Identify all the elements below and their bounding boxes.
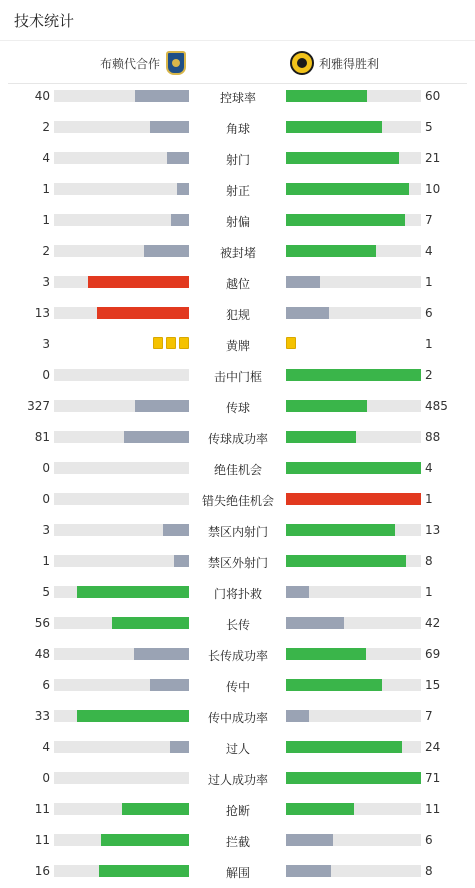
away-stat-bar-fill	[286, 710, 309, 722]
home-stat-bar-fill	[77, 586, 189, 598]
away-stat-bar	[286, 648, 421, 660]
away-stat-bar-fill	[286, 276, 320, 288]
away-stat-bar	[286, 152, 421, 164]
home-stat-bar	[54, 307, 189, 319]
home-stat-bar	[54, 121, 189, 133]
away-stat-bar-fill	[286, 369, 421, 381]
stat-label: 被封堵	[219, 246, 256, 260]
stat-row	[0, 329, 475, 360]
home-stat-value: 0	[42, 771, 50, 785]
stat-row	[0, 205, 475, 236]
home-stat-bar	[54, 90, 189, 102]
home-stat-bar	[54, 834, 189, 846]
away-stat-bar-fill	[286, 245, 376, 257]
home-stat-bar	[54, 245, 189, 257]
stat-row	[0, 391, 475, 422]
home-yellow-cards	[153, 337, 189, 349]
away-stat-bar	[286, 369, 421, 381]
away-team[interactable]	[290, 51, 379, 75]
stat-label: 传中	[225, 680, 250, 694]
yellow-card-icon	[179, 337, 189, 349]
away-stat-bar-fill	[286, 524, 395, 536]
away-stat-value: 4	[425, 244, 433, 258]
home-team-name: 布赖代合作	[100, 56, 161, 71]
away-team-crest-icon	[290, 51, 314, 75]
away-stat-value: 42	[425, 616, 441, 630]
home-stat-value: 56	[34, 616, 50, 630]
away-stat-bar	[286, 183, 421, 195]
away-stat-value: 71	[425, 771, 441, 785]
away-stat-bar-fill	[286, 462, 421, 474]
stat-label: 传球成功率	[207, 432, 268, 446]
away-stat-bar-fill	[286, 493, 421, 505]
away-stat-value: 5	[425, 120, 433, 134]
away-stat-value: 15	[425, 678, 441, 692]
stat-label: 犯规	[225, 308, 250, 322]
home-stat-value: 1	[42, 554, 50, 568]
stat-label: 长传	[225, 618, 250, 632]
away-stat-value: 11	[425, 802, 441, 816]
home-stat-bar-fill	[150, 121, 189, 133]
stat-row	[0, 546, 475, 577]
home-stat-bar-fill	[177, 183, 189, 195]
away-stat-value: 8	[425, 864, 433, 878]
home-stat-bar	[54, 369, 189, 381]
away-stat-bar	[286, 586, 421, 598]
stat-row	[0, 236, 475, 267]
home-stat-value: 6	[42, 678, 50, 692]
stat-label: 射门	[225, 153, 250, 167]
stat-label: 过人	[225, 742, 250, 756]
away-stat-bar-fill	[286, 741, 402, 753]
stat-row	[0, 484, 475, 515]
away-stat-bar-fill	[286, 121, 382, 133]
away-stat-bar	[286, 462, 421, 474]
home-stat-value: 5	[42, 585, 50, 599]
yellow-card-icon	[166, 337, 176, 349]
away-stat-bar	[286, 803, 421, 815]
stat-row	[0, 267, 475, 298]
home-stat-bar-fill	[97, 307, 189, 319]
home-stat-bar-fill	[88, 276, 189, 288]
home-stat-bar-fill	[124, 431, 189, 443]
stat-row	[0, 701, 475, 732]
home-stat-bar	[54, 741, 189, 753]
away-stat-value: 21	[425, 151, 441, 165]
away-stat-bar	[286, 214, 421, 226]
away-stat-bar-fill	[286, 90, 367, 102]
away-stat-value: 88	[425, 430, 441, 444]
home-stat-value: 2	[42, 120, 50, 134]
home-stat-value: 81	[34, 430, 50, 444]
home-stat-bar-fill	[99, 865, 189, 877]
away-stat-value: 1	[425, 585, 433, 599]
home-stat-value: 2	[42, 244, 50, 258]
away-stat-bar-fill	[286, 183, 409, 195]
away-stat-bar	[286, 865, 421, 877]
away-stat-bar-fill	[286, 772, 421, 784]
home-stat-bar	[54, 276, 189, 288]
stat-row	[0, 577, 475, 608]
away-stat-bar	[286, 245, 421, 257]
away-stat-value: 1	[425, 492, 433, 506]
home-stat-value: 4	[42, 740, 50, 754]
home-stat-bar	[54, 431, 189, 443]
stat-label: 传中成功率	[207, 711, 268, 725]
home-stat-bar	[54, 679, 189, 691]
away-stat-value: 1	[425, 275, 433, 289]
home-stat-bar-fill	[135, 90, 189, 102]
away-stat-value: 13	[425, 523, 441, 537]
stat-row	[0, 732, 475, 763]
away-stat-bar-fill	[286, 431, 356, 443]
stat-row	[0, 856, 475, 887]
home-stat-value: 16	[34, 864, 50, 878]
away-stat-bar	[286, 741, 421, 753]
away-stat-bar	[286, 710, 421, 722]
away-stat-bar	[286, 276, 421, 288]
home-stat-bar	[54, 772, 189, 784]
stat-label: 射偏	[225, 215, 250, 229]
stat-row	[0, 453, 475, 484]
home-stat-bar	[54, 617, 189, 629]
away-stat-bar	[286, 524, 421, 536]
away-yellow-cards	[286, 337, 296, 349]
stat-label: 错失绝佳机会	[201, 494, 274, 508]
away-stat-value: 4	[425, 461, 433, 475]
home-stat-bar-fill	[163, 524, 189, 536]
stat-label: 射正	[225, 184, 250, 198]
away-stat-value: 2	[425, 368, 433, 382]
stat-label: 绝佳机会	[213, 463, 262, 477]
yellow-card-icon	[153, 337, 163, 349]
away-stat-value: 1	[425, 337, 433, 351]
home-stat-bar-fill	[135, 400, 189, 412]
home-stat-bar-fill	[144, 245, 189, 257]
home-stat-bar-fill	[122, 803, 190, 815]
stat-label: 传球	[225, 401, 250, 415]
away-stat-bar	[286, 493, 421, 505]
away-stat-value: 7	[425, 709, 433, 723]
home-stat-bar	[54, 462, 189, 474]
away-stat-value: 7	[425, 213, 433, 227]
home-stat-bar-fill	[134, 648, 189, 660]
home-stat-bar	[54, 648, 189, 660]
home-stat-value: 0	[42, 492, 50, 506]
away-stat-bar-fill	[286, 555, 406, 567]
yellow-card-icon	[286, 337, 296, 349]
home-stat-bar	[54, 586, 189, 598]
home-stat-bar	[54, 865, 189, 877]
away-stat-value: 10	[425, 182, 441, 196]
home-stat-bar-fill	[174, 555, 189, 567]
home-stat-value: 4	[42, 151, 50, 165]
away-stat-bar	[286, 90, 421, 102]
home-stat-bar-fill	[112, 617, 189, 629]
home-stat-bar-fill	[170, 741, 189, 753]
stat-label: 拦截	[225, 835, 250, 849]
away-stat-value: 6	[425, 306, 433, 320]
stat-label: 禁区外射门	[207, 556, 268, 570]
away-stat-bar	[286, 617, 421, 629]
stat-label: 禁区内射门	[207, 525, 268, 539]
home-stat-bar	[54, 803, 189, 815]
home-stat-bar-fill	[101, 834, 189, 846]
stat-label: 长传成功率	[207, 649, 268, 663]
away-stat-value: 485	[425, 399, 448, 413]
stat-row	[0, 670, 475, 701]
home-stat-value: 40	[34, 89, 50, 103]
home-stat-value: 1	[42, 213, 50, 227]
stat-row	[0, 112, 475, 143]
away-stat-bar-fill	[286, 834, 333, 846]
away-stat-bar-fill	[286, 648, 366, 660]
away-stat-bar	[286, 400, 421, 412]
home-stat-value: 327	[27, 399, 50, 413]
home-stat-value: 0	[42, 368, 50, 382]
home-stat-value: 3	[42, 275, 50, 289]
stat-row	[0, 360, 475, 391]
home-stat-bar-fill	[167, 152, 189, 164]
page-title: 技术统计	[14, 11, 75, 30]
home-stat-bar	[54, 524, 189, 536]
home-stat-bar-fill	[150, 679, 189, 691]
home-stat-bar	[54, 555, 189, 567]
home-stat-bar	[54, 152, 189, 164]
away-stat-bar-fill	[286, 679, 382, 691]
away-stat-value: 6	[425, 833, 433, 847]
stat-row	[0, 763, 475, 794]
stats-list	[0, 81, 475, 887]
home-stat-bar-fill	[77, 710, 189, 722]
away-stat-bar	[286, 772, 421, 784]
away-stat-bar-fill	[286, 617, 344, 629]
home-stat-value: 33	[34, 709, 50, 723]
home-stat-bar-fill	[171, 214, 189, 226]
stat-label: 黄牌	[225, 339, 250, 353]
away-stat-value: 69	[425, 647, 441, 661]
home-stat-value: 11	[34, 802, 50, 816]
away-stat-bar	[286, 834, 421, 846]
stats-title-bar	[0, 0, 475, 41]
stat-row	[0, 422, 475, 453]
stat-label: 门将扑救	[213, 587, 262, 601]
home-stat-bar	[54, 493, 189, 505]
stat-label: 解围	[225, 866, 250, 880]
stat-row	[0, 825, 475, 856]
stat-label: 控球率	[219, 91, 256, 105]
stat-row	[0, 81, 475, 112]
home-stat-value: 13	[34, 306, 50, 320]
home-stat-value: 1	[42, 182, 50, 196]
away-stat-bar	[286, 431, 421, 443]
home-stat-bar	[54, 183, 189, 195]
away-stat-bar-fill	[286, 307, 329, 319]
home-stat-value: 3	[42, 523, 50, 537]
stat-row	[0, 143, 475, 174]
stat-row	[0, 639, 475, 670]
stat-row	[0, 174, 475, 205]
teams-header	[8, 41, 467, 84]
home-team-crest-icon	[166, 51, 186, 75]
home-stat-value: 48	[34, 647, 50, 661]
away-stat-bar-fill	[286, 803, 354, 815]
stat-row	[0, 608, 475, 639]
stat-row	[0, 298, 475, 329]
stat-label: 抢断	[225, 804, 250, 818]
away-stat-value: 8	[425, 554, 433, 568]
home-stat-value: 3	[42, 337, 50, 351]
stat-label: 越位	[225, 277, 250, 291]
home-stat-bar	[54, 214, 189, 226]
away-stat-bar	[286, 555, 421, 567]
home-team[interactable]	[100, 51, 186, 75]
away-stat-bar	[286, 679, 421, 691]
away-stat-bar	[286, 307, 421, 319]
stat-row	[0, 515, 475, 546]
stat-row	[0, 794, 475, 825]
stat-label: 过人成功率	[207, 773, 268, 787]
away-stat-bar-fill	[286, 152, 399, 164]
away-stat-value: 24	[425, 740, 441, 754]
stat-label: 击中门框	[213, 370, 262, 384]
home-stat-bar	[54, 710, 189, 722]
home-stat-value: 0	[42, 461, 50, 475]
home-stat-value: 11	[34, 833, 50, 847]
away-stat-bar-fill	[286, 865, 331, 877]
away-team-name: 利雅得胜利	[319, 56, 380, 71]
stat-label: 角球	[225, 122, 250, 136]
home-stat-bar	[54, 400, 189, 412]
away-stat-bar-fill	[286, 586, 309, 598]
away-stat-bar-fill	[286, 214, 405, 226]
away-stat-value: 60	[425, 89, 441, 103]
away-stat-bar-fill	[286, 400, 367, 412]
away-stat-bar	[286, 121, 421, 133]
